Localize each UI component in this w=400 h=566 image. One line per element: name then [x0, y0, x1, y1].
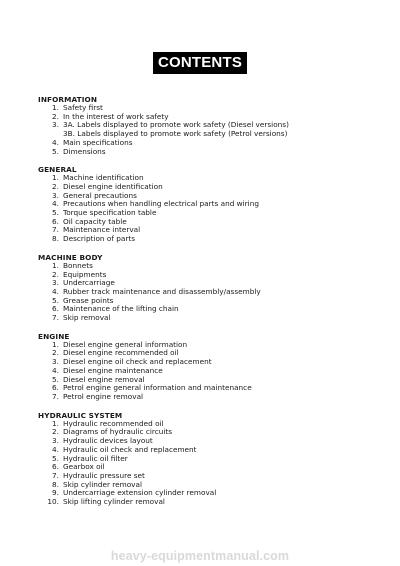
section-general	[38, 165, 378, 244]
section-machine-body	[38, 253, 378, 323]
item-text: Skip lifting cylinder removal	[63, 497, 165, 507]
item-number: 5.	[52, 374, 59, 384]
section-title: MACHINE BODY	[38, 252, 103, 262]
item-text: Dimensions	[63, 146, 106, 156]
item-text: 3A. Labels displayed to promote work safety (Diesel versions)	[63, 120, 289, 130]
item-number: 9.	[52, 488, 59, 498]
item-text: Machine identification	[63, 173, 144, 183]
item-number: 7.	[52, 313, 59, 323]
section-title: GENERAL	[38, 165, 77, 175]
item-text: General precautions	[63, 190, 137, 200]
item-number: 1.	[52, 173, 59, 183]
section-title: INFORMATION	[38, 95, 98, 104]
item-text: Oil capacity table	[63, 216, 127, 226]
contents-list	[38, 95, 378, 516]
item-text: Maintenance interval	[63, 225, 141, 235]
item-text: Diesel engine oil check and replacement	[63, 357, 212, 367]
item-number: 7.	[52, 225, 59, 235]
item-text: Hydraulic oil filter	[63, 453, 128, 463]
item-number: 5.	[52, 208, 59, 218]
item-text: Maintenance of the lifting chain	[63, 304, 179, 314]
item-text: Diesel engine removal	[63, 374, 145, 384]
item-number: 4.	[52, 444, 59, 454]
item-number	[38, 130, 63, 139]
item-number: 4.	[52, 199, 59, 209]
item-number: 2.	[52, 427, 59, 437]
item-text: Hydraulic oil check and replacement	[63, 444, 197, 454]
item-text: Hydraulic recommended oil	[63, 418, 164, 428]
item-number: 1.	[52, 260, 59, 270]
contents-item	[38, 235, 378, 244]
item-number: 3.	[52, 190, 59, 200]
page-title: CONTENTS	[153, 52, 247, 74]
item-text: Safety first	[63, 103, 103, 112]
item-number: 5.	[52, 453, 59, 463]
item-text: Description of parts	[63, 234, 135, 244]
item-number: 6.	[52, 462, 59, 472]
item-text: Diesel engine recommended oil	[63, 348, 179, 358]
title-container	[0, 52, 400, 74]
item-number: 2.	[52, 348, 59, 358]
contents-item	[38, 393, 378, 402]
footer-watermark: heavy-equipmentmanual.com	[110, 549, 290, 563]
contents-item	[38, 148, 378, 157]
item-text: Bonnets	[63, 260, 93, 270]
item-number: 3.	[52, 278, 59, 288]
item-number: 8.	[52, 234, 59, 244]
item-number: 4.	[52, 286, 59, 296]
item-text: Diesel engine maintenance	[63, 365, 163, 375]
item-number: 2.	[52, 111, 59, 121]
item-text: Torque specification table	[63, 208, 157, 218]
contents-item	[38, 314, 378, 323]
item-text: Skip cylinder removal	[63, 479, 143, 489]
item-text: Gearbox oil	[63, 462, 105, 472]
item-number: 8.	[52, 479, 59, 489]
item-number: 4.	[52, 137, 59, 147]
item-number: 7.	[52, 391, 59, 401]
item-text: Precautions when handling electrical parts and wiring	[63, 199, 259, 209]
item-text: Undercarriage	[63, 278, 115, 288]
item-number: 6.	[52, 383, 59, 393]
item-text: Petrol engine general information and maintenance	[63, 383, 252, 393]
section-hydraulic-system	[38, 411, 378, 507]
item-text: Skip removal	[63, 313, 111, 323]
section-information	[38, 95, 378, 156]
contents-item	[38, 498, 378, 507]
section-engine	[38, 332, 378, 402]
item-text: Rubber track maintenance and disassembly/assembly	[63, 286, 261, 296]
item-number: 6.	[52, 304, 59, 314]
item-number: 5.	[52, 295, 59, 305]
item-text: Diesel engine identification	[63, 181, 163, 191]
item-text: Equipments	[63, 269, 107, 279]
item-number: 3.	[52, 120, 59, 130]
item-text: Petrol engine removal	[63, 391, 144, 401]
item-number: 6.	[52, 216, 59, 226]
item-text: Grease points	[63, 295, 114, 305]
item-text: In the interest of work safety	[63, 111, 169, 121]
item-number: 3.	[52, 357, 59, 367]
item-text: Hydraulic pressure set	[63, 470, 145, 480]
item-number: 4.	[52, 365, 59, 375]
item-text: Diagrams of hydraulic circuits	[63, 427, 173, 437]
item-number: 7.	[52, 470, 59, 480]
item-text: Diesel engine general information	[63, 339, 188, 349]
section-title: ENGINE	[38, 331, 70, 341]
item-number: 1.	[52, 339, 59, 349]
item-text: Main specifications	[63, 137, 133, 147]
item-number: 1.	[52, 103, 59, 112]
item-text: 3B. Labels displayed to promote work safety (Petrol versions)	[63, 129, 288, 139]
item-number: 2.	[52, 181, 59, 191]
item-number: 1.	[52, 418, 59, 428]
section-title: HYDRAULIC SYSTEM	[38, 410, 123, 420]
item-number: 2.	[52, 269, 59, 279]
item-text: Hydraulic devices layout	[63, 436, 153, 446]
item-number: 3.	[52, 436, 59, 446]
item-number: 10.	[47, 497, 59, 507]
item-text: Undercarriage extension cylinder removal	[63, 488, 217, 498]
item-number: 5.	[52, 146, 59, 156]
